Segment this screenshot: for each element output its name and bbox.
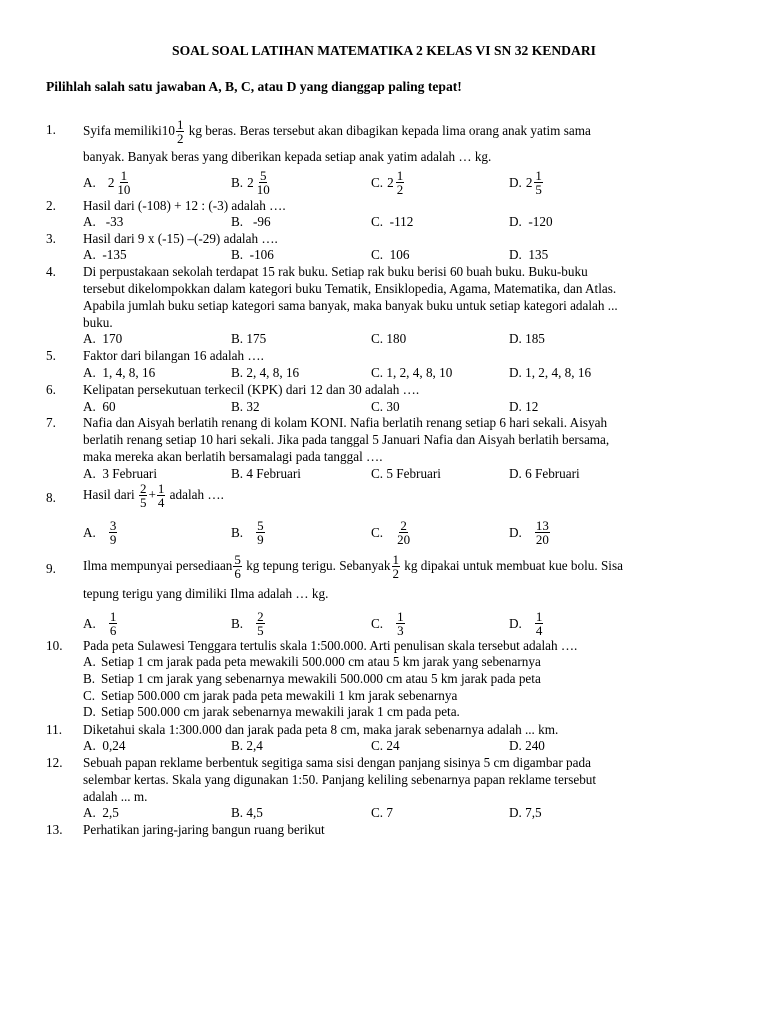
question-text: Pada peta Sulawesi Tenggara tertulis skala 1:500.000. Arti penulisan skala tersebut adalah …. — [83, 638, 578, 653]
answer-options — [83, 518, 723, 547]
question-text-line: selembar kertas. Skala yang digunakan 1:50. Panjang keliling sebenarnya papan reklame tersebut — [83, 772, 597, 787]
answer-options — [83, 168, 723, 197]
question-number: 13. — [46, 822, 63, 837]
numerator: 1 — [157, 481, 165, 496]
question-number: 2. — [46, 198, 56, 213]
answer-options — [83, 805, 723, 823]
option-c[interactable]: C. 7 — [371, 805, 393, 820]
numerator: 2 — [139, 481, 147, 496]
text-segment: adalah …. — [166, 487, 224, 503]
option-c[interactable]: C. 106 — [371, 247, 410, 262]
denominator: 5 — [535, 182, 542, 197]
option-label: D. — [83, 704, 96, 719]
option-b[interactable]: B. 32 — [231, 399, 260, 414]
fraction — [139, 482, 148, 509]
option-d[interactable]: D. 240 — [509, 738, 545, 753]
option-label: A. — [83, 524, 96, 540]
option-text: Setiap 1 cm jarak yang sebenarnya mewakili 500.000 cm atau 5 km jarak pada peta — [101, 671, 541, 686]
option-c[interactable]: C. 24 — [371, 738, 400, 753]
question-number: 7. — [46, 415, 56, 430]
fraction — [176, 118, 185, 145]
option-d[interactable]: D. 185 — [509, 331, 545, 346]
answer-options — [83, 331, 723, 349]
fraction — [535, 519, 550, 546]
option-b[interactable]: B. 4 Februari — [231, 466, 301, 481]
numerator: 1 — [535, 168, 542, 183]
fraction — [233, 553, 242, 580]
numerator: 1 — [109, 609, 117, 624]
option-text: Setiap 500.000 cm jarak sebenarnya mewakili jarak 1 cm pada peta. — [101, 704, 460, 719]
option-label: D. — [509, 615, 522, 631]
option-b[interactable] — [231, 169, 272, 196]
question-number: 3. — [46, 231, 56, 246]
denominator: 9 — [257, 532, 264, 547]
question-text: Hasil dari 9 x (-15) –(-29) adalah …. — [83, 231, 278, 246]
instruction: Pilihlah salah satu jawaban A, B, C, atau D yang dianggap paling tepat! — [46, 79, 462, 94]
option-a[interactable]: A. -33 — [83, 214, 124, 229]
option-d[interactable]: D. 7,5 — [509, 805, 542, 820]
denominator: 5 — [139, 495, 147, 510]
question-text-line: berlatih renang setiap 10 hari sekali. Jika pada tanggal 5 Januari Nafia dan Aisyah berlatih bersama, — [83, 432, 610, 447]
numerator: 2 — [257, 609, 264, 624]
option-d[interactable] — [509, 610, 544, 637]
numerator: 3 — [109, 518, 117, 533]
option-a[interactable]: A. -135 — [83, 247, 127, 262]
option-d[interactable] — [509, 169, 544, 196]
option-b[interactable]: B. 4,5 — [231, 805, 263, 820]
question-number: 6. — [46, 382, 56, 397]
numerator: 1 — [535, 609, 543, 624]
option-d[interactable]: D. 1, 2, 4, 8, 16 — [509, 365, 592, 380]
question-text — [83, 118, 723, 145]
option-a[interactable]: A. 60 — [83, 399, 116, 414]
option-c[interactable]: C. 30 — [371, 399, 400, 414]
question-text-line: Sebuah papan reklame berbentuk segitiga sama sisi dengan panjang sisinya 5 cm digambar pada — [83, 755, 591, 770]
option-c[interactable] — [371, 610, 406, 637]
option-label: D. — [509, 524, 522, 540]
denominator: 4 — [535, 623, 543, 638]
answer-options — [83, 609, 723, 638]
question-text-line: buku. — [83, 315, 113, 330]
option-d[interactable] — [509, 519, 551, 546]
mixed-whole: 2 — [247, 174, 254, 190]
question-text-line: Nafia dan Aisyah berlatih renang di kolam KONI. Nafia berlatih renang setiap 6 hari sekali. Aisyah — [83, 415, 608, 430]
answer-options — [83, 214, 723, 232]
question-text-line: adalah ... m. — [83, 789, 148, 804]
option-a[interactable] — [83, 169, 132, 196]
option-c[interactable]: C. -112 — [371, 214, 414, 229]
question-text-line: Apabila jumlah buku setiap kategori sama banyak, maka banyak buku untuk setiap kategori adalah ... — [83, 298, 618, 313]
option-d[interactable]: D. -120 — [509, 214, 553, 229]
text-segment: Hasil dari — [83, 487, 138, 503]
option-c[interactable] — [371, 519, 412, 546]
option-a[interactable] — [83, 519, 118, 546]
option-label: C. — [371, 174, 384, 190]
question-text: Hasil dari (-108) + 12 : (-3) adalah …. — [83, 198, 286, 213]
answer-options — [83, 247, 723, 265]
fraction — [396, 169, 405, 196]
numerator: 5 — [257, 518, 264, 533]
question-text: Kelipatan persekutuan terkecil (KPK) dari 12 dan 30 adalah …. — [83, 382, 420, 397]
fraction — [392, 553, 401, 580]
option-d[interactable]: D. 6 Februari — [509, 466, 580, 481]
question-number: 4. — [46, 264, 56, 279]
option-label: C. — [371, 524, 384, 540]
numerator: 5 — [234, 552, 241, 567]
question-number: 11. — [46, 722, 62, 737]
fraction — [256, 610, 265, 637]
denominator: 2 — [396, 182, 404, 197]
denominator: 4 — [157, 495, 165, 510]
option-label: C. — [83, 688, 96, 703]
operator: + — [148, 487, 156, 503]
option-label: B. — [83, 671, 96, 686]
question-number: 1. — [46, 122, 56, 137]
question-number: 9. — [46, 561, 56, 576]
question-text-line: tepung terigu yang dimiliki Ilma adalah … kg. — [83, 586, 329, 601]
option-text: Setiap 500.000 cm jarak pada peta mewakili 1 km jarak sebenarnya — [101, 688, 458, 703]
numerator: 5 — [259, 168, 267, 183]
fraction — [116, 169, 131, 196]
numerator: 1 — [396, 168, 404, 183]
option-c[interactable]: C. 180 — [371, 331, 407, 346]
option-b[interactable]: B. 2, 4, 8, 16 — [231, 365, 300, 380]
question-number: 5. — [46, 348, 56, 363]
option-label: A. — [83, 654, 96, 669]
fraction — [109, 519, 118, 546]
option-a[interactable]: A. 170 — [83, 331, 123, 346]
question-text: Perhatikan jaring-jaring bangun ruang berikut — [83, 822, 325, 837]
text-segment: Syifa memiliki — [83, 123, 162, 139]
question-text: Faktor dari bilangan 16 adalah …. — [83, 348, 264, 363]
text-segment: Ilma mempunyai persediaan — [83, 558, 233, 574]
option-a[interactable] — [83, 610, 118, 637]
question-text-line: banyak. Banyak beras yang diberikan kepada setiap anak yatim adalah … kg. — [83, 149, 492, 164]
numerator: 1 — [120, 168, 128, 183]
numerator: 1 — [392, 552, 399, 567]
option-b[interactable]: B. 175 — [231, 331, 267, 346]
denominator: 10 — [256, 182, 270, 197]
denominator: 2 — [176, 131, 184, 146]
fraction — [109, 610, 118, 637]
answer-options — [83, 365, 723, 383]
option-b[interactable]: B. -106 — [231, 247, 274, 262]
denominator: 9 — [109, 532, 117, 547]
option-b[interactable]: B. 2,4 — [231, 738, 263, 753]
question-text-line: Di perpustakaan sekolah terdapat 15 rak buku. Setiap rak buku berisi 60 buah buku. Buku-buku — [83, 264, 588, 279]
text-segment: kg dipakai untuk membuat kue bolu. Sisa — [401, 558, 623, 574]
fraction — [534, 169, 543, 196]
answer-options — [83, 738, 723, 756]
fraction — [256, 519, 265, 546]
fraction — [396, 610, 405, 637]
question-text — [83, 482, 723, 509]
denominator: 20 — [397, 532, 411, 547]
text-segment: kg beras. Beras tersebut akan dibagikan kepada lima orang anak yatim sama — [185, 123, 591, 139]
option-label: A. — [83, 174, 96, 190]
fraction — [535, 610, 544, 637]
denominator: 20 — [535, 532, 549, 547]
option-text: Setiap 1 cm jarak pada peta mewakili 500.000 cm atau 5 km jarak yang sebenarnya — [101, 654, 541, 669]
numerator: 1 — [176, 117, 184, 132]
option-c[interactable]: C. 5 Februari — [371, 466, 441, 481]
option-label: C. — [371, 615, 384, 631]
mixed-whole: 2 — [387, 174, 394, 190]
option-label: B. — [231, 615, 244, 631]
option-label: D. — [509, 174, 522, 190]
denominator: 5 — [257, 623, 264, 638]
numerator: 13 — [535, 518, 549, 533]
question-number: 10. — [46, 638, 63, 653]
mixed-whole: 2 — [107, 174, 115, 190]
numerator: 1 — [397, 609, 404, 624]
option-b[interactable] — [231, 519, 266, 546]
denominator: 6 — [109, 623, 117, 638]
option-a[interactable]: A. 1, 4, 8, 16 — [83, 365, 156, 380]
mixed-whole: 2 — [525, 174, 533, 190]
question-text-line: tersebut dikelompokkan dalam kategori buku Tematik, Ensiklopedia, Agama, Matematika, dan Atlas. — [83, 281, 617, 296]
option-c[interactable] — [371, 169, 405, 196]
option-b[interactable]: B. -96 — [231, 214, 271, 229]
question-text — [83, 553, 743, 580]
option-a[interactable]: A. 3 Februari — [83, 466, 157, 481]
question-number: 12. — [46, 755, 63, 770]
question-number: 8. — [46, 490, 56, 505]
option-c[interactable]: C. 1, 2, 4, 8, 10 — [371, 365, 453, 380]
question-text: Diketahui skala 1:300.000 dan jarak pada peta 8 cm, maka jarak sebenarnya adalah ... km. — [83, 722, 559, 737]
fraction — [256, 169, 271, 196]
option-b[interactable] — [231, 610, 266, 637]
option-d[interactable]: D. 135 — [509, 247, 549, 262]
denominator: 3 — [397, 623, 404, 638]
question-text-line: maka mereka akan berlatih bersamalagi pada tanggal …. — [83, 449, 383, 464]
denominator: 6 — [234, 566, 241, 581]
option-label: A. — [83, 615, 96, 631]
document-title: SOAL SOAL LATIHAN MATEMATIKA 2 KELAS VI SN 32 KENDARI — [172, 43, 596, 58]
numerator: 2 — [400, 518, 407, 533]
option-label: B. — [231, 174, 244, 190]
denominator: 2 — [392, 566, 399, 581]
fraction — [157, 482, 166, 509]
denominator: 10 — [117, 182, 131, 197]
text-segment: kg tepung terigu. Sebanyak — [242, 558, 391, 574]
fraction — [396, 519, 411, 546]
option-a[interactable]: A. 2,5 — [83, 805, 119, 820]
option-d[interactable]: D. 12 — [509, 399, 539, 414]
mixed-whole: 10 — [161, 123, 175, 139]
option-label: B. — [231, 524, 244, 540]
option-a[interactable]: A. 0,24 — [83, 738, 126, 753]
